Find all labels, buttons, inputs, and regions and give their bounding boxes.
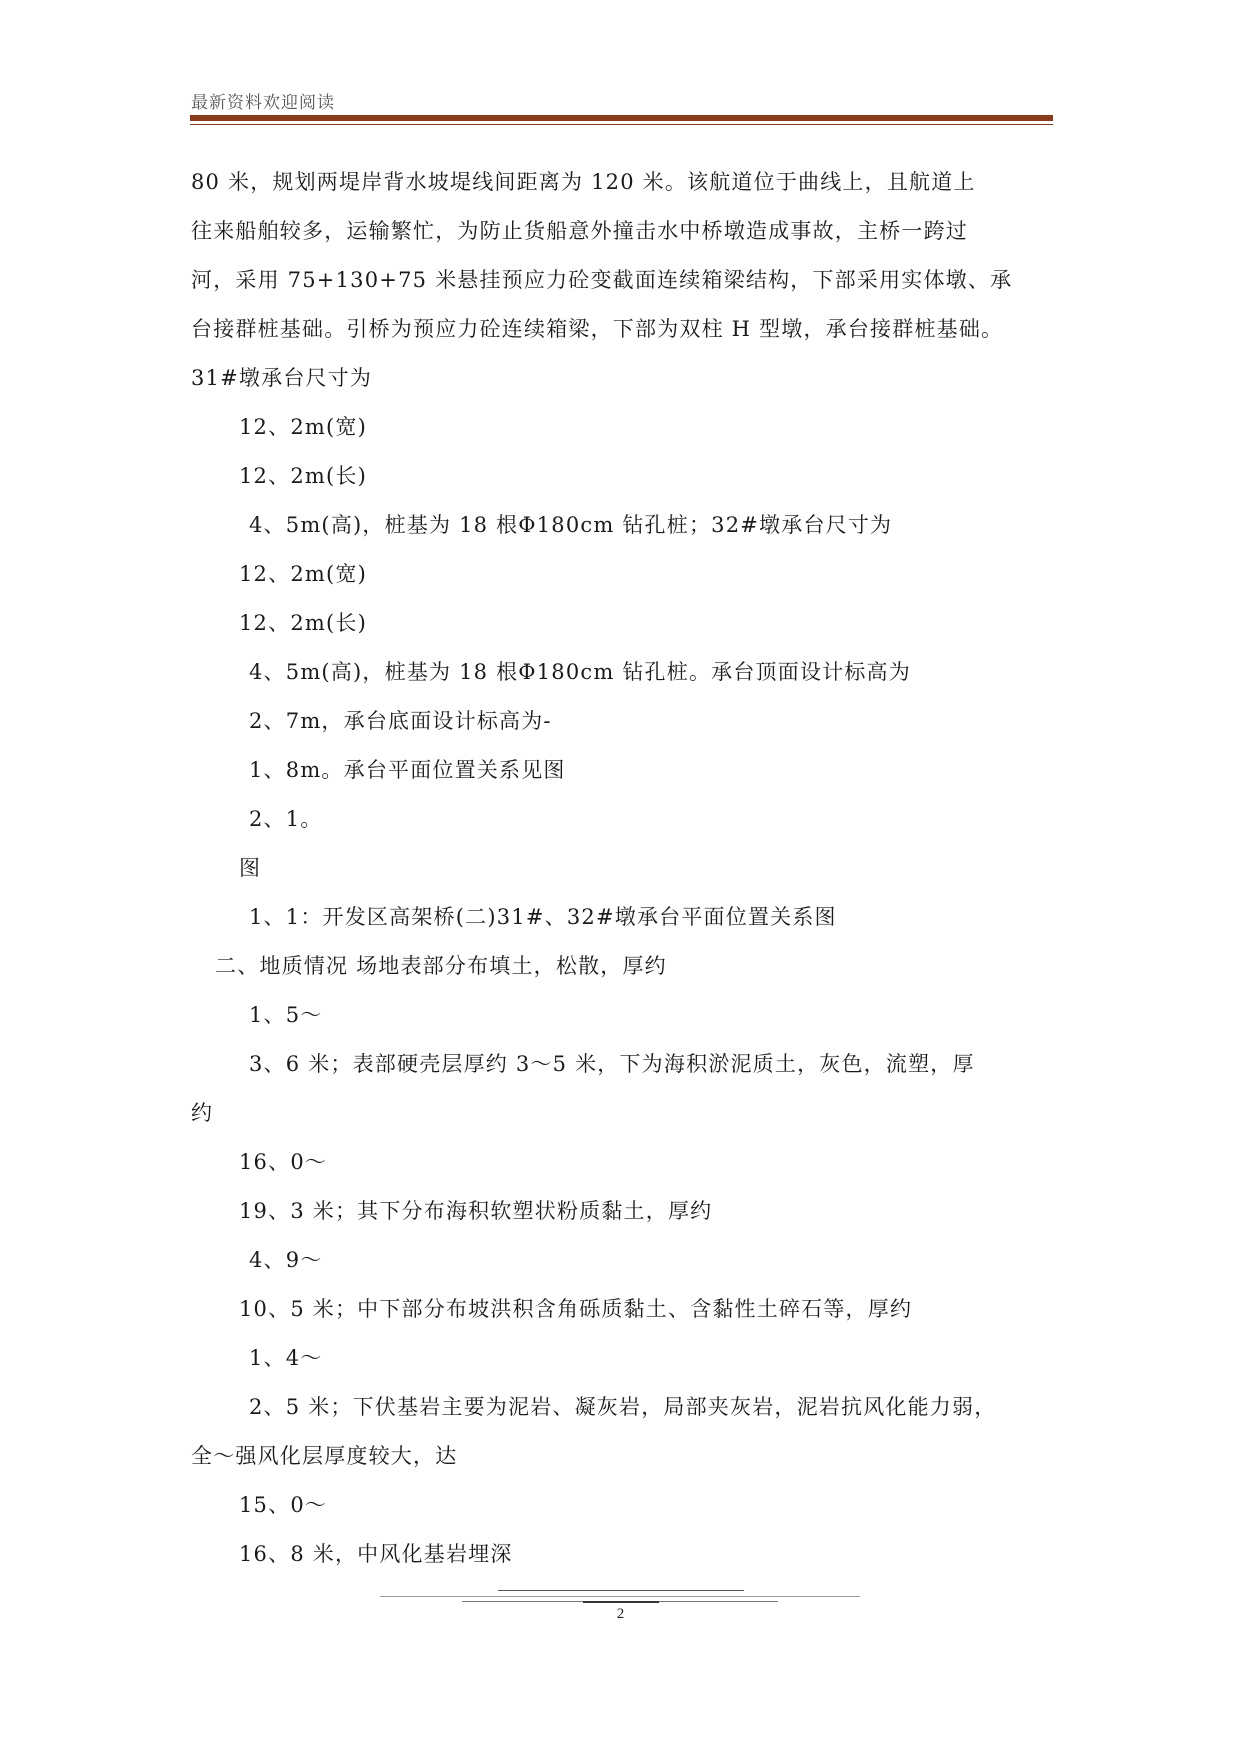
text-line: 12、2m(长) <box>239 611 367 635</box>
text-line: 1、4～ <box>249 1346 323 1370</box>
text-line: 10、5 米；中下部分布坡洪积含角砾质黏土、含黏性土碎石等，厚约 <box>239 1297 913 1321</box>
text-line: 1、5～ <box>249 1003 323 1027</box>
text-line: 2、1。 <box>249 807 323 831</box>
text-line: 31#墩承台尺寸为 <box>191 366 373 390</box>
text-line: 二、地质情况 场地表部分布填土，松散，厚约 <box>215 954 667 978</box>
header-rule-thin <box>190 124 1053 125</box>
text-line: 2、5 米；下伏基岩主要为泥岩、凝灰岩，局部夹灰岩，泥岩抗风化能力弱， <box>249 1395 997 1419</box>
text-line: 4、5m(高)，桩基为 18 根Φ180cm 钻孔桩。承台顶面设计标高为 <box>249 660 911 684</box>
page-number: 2 <box>616 1606 625 1622</box>
text-line: 往来船舶较多，运输繁忙，为防止货船意外撞击水中桥墩造成事故，主桥一跨过 <box>191 219 968 243</box>
text-line: 16、8 米，中风化基岩埋深 <box>239 1542 513 1566</box>
text-line: 15、0～ <box>239 1493 328 1517</box>
text-line: 12、2m(宽) <box>239 562 367 586</box>
header-rule-thick <box>190 115 1053 121</box>
text-line: 图 <box>239 856 262 880</box>
footer-rule-short <box>498 1590 744 1591</box>
text-line: 全～强风化层厚度较大，达 <box>191 1444 458 1468</box>
text-line: 16、0～ <box>239 1150 328 1174</box>
text-line: 80 米，规划两堤岸背水坡堤线间距离为 120 米。该航道位于曲线上，且航道上 <box>191 170 976 194</box>
body-text <box>191 158 1053 1579</box>
text-line: 12、2m(宽) <box>239 415 367 439</box>
text-line: 4、5m(高)，桩基为 18 根Φ180cm 钻孔桩；32#墩承台尺寸为 <box>249 513 893 537</box>
text-line: 2、7m，承台底面设计标高为- <box>249 709 552 733</box>
footer-rule <box>380 1596 860 1597</box>
text-line: 1、8m。承台平面位置关系见图 <box>249 758 566 782</box>
text-line: 1、1：开发区高架桥(二)31#、32#墩承台平面位置关系图 <box>249 905 837 929</box>
text-line: 台接群桩基础。引桥为预应力砼连续箱梁，下部为双柱 H 型墩，承台接群桩基础。 <box>191 317 1004 341</box>
footer-number-underline <box>583 1601 659 1603</box>
text-line: 12、2m(长) <box>239 464 367 488</box>
text-line: 19、3 米；其下分布海积软塑状粉质黏土，厚约 <box>239 1199 713 1223</box>
text-line: 河，采用 75+130+75 米悬挂预应力砼变截面连续箱梁结构，下部采用实体墩、承 <box>191 268 1013 292</box>
text-line: 4、9～ <box>249 1248 323 1272</box>
header-title: 最新资料欢迎阅读 <box>191 93 335 113</box>
text-line: 约 <box>191 1101 214 1125</box>
text-line: 3、6 米；表部硬壳层厚约 3～5 米，下为海积淤泥质土，灰色，流塑，厚 <box>249 1052 975 1076</box>
